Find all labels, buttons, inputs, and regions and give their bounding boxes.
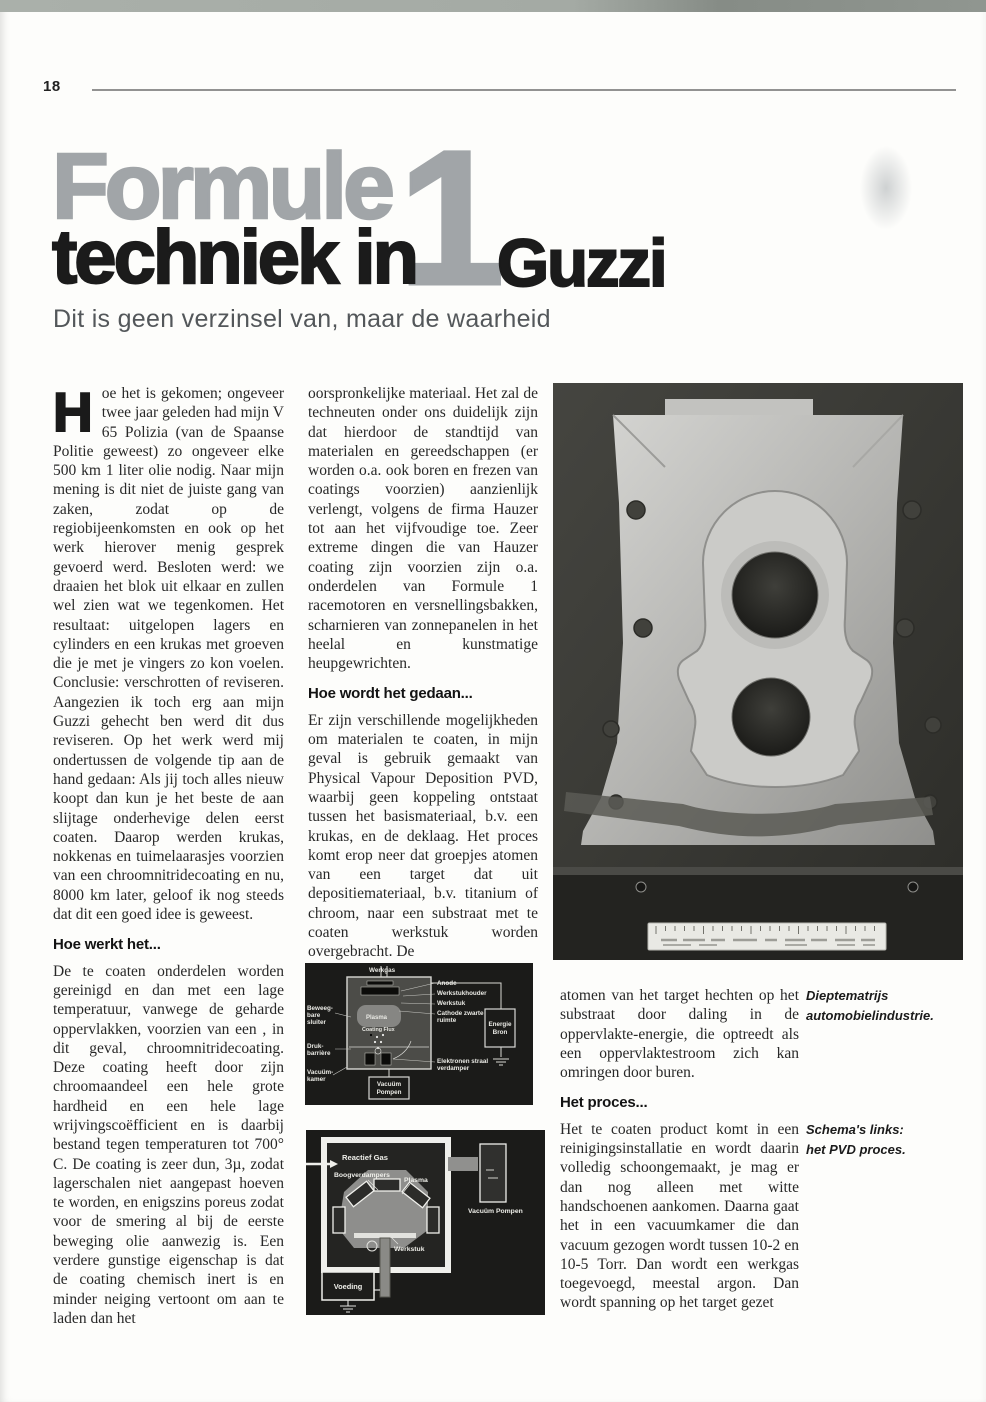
- text-column-3: [560, 986, 799, 1313]
- label-sluiter-1: Beweeg-: [307, 1005, 333, 1012]
- title-word-techniek-in: techniek in: [52, 215, 416, 300]
- label-voeding: Voeding: [333, 1282, 363, 1291]
- schema-caption-line1: Schema's links:: [806, 1122, 904, 1137]
- label-werkstukhouder: Werkstukhouder: [437, 990, 487, 997]
- label-druk-1: Druk-: [307, 1043, 324, 1050]
- pump-duct: [448, 1157, 478, 1171]
- vacuum-pump-unit: [480, 1144, 506, 1202]
- col2-section-heading: Hoe wordt het gedaan...: [308, 685, 473, 703]
- title-numeral-1: 1: [398, 110, 505, 325]
- die-base-edge: [553, 867, 963, 875]
- col3-section-heading: Het proces...: [560, 1094, 648, 1112]
- title-word-guzzi: Guzzi: [497, 226, 666, 301]
- worktable-bar: [354, 1233, 416, 1238]
- dropcap-H: H: [53, 381, 93, 443]
- label-elektronen-1: Elektronen straal: [437, 1058, 489, 1065]
- label-elektronen-2: verdamper: [437, 1065, 470, 1072]
- workpiece-holder-shape: [367, 981, 393, 985]
- label-werkgas: Werkgas: [369, 967, 396, 974]
- die-top-hole: [732, 552, 818, 638]
- label-sluiter-3: sluiter: [307, 1019, 326, 1026]
- col3-paragraph-2: Het te coaten product komt in een reinigingsinstallatie en wordt daarin volledig schoongemaakt, je mag er dan nog alleen met witte handschoenen aankomen. Daarna gaat het in een vacuumkamer die dan vacuum gezogen wordt tussen 10-2 en 10-5 Torr. Dan wordt een werkgas toegevoegd, meestal argon. Dan wordt spanning op het target gezet: [560, 1120, 799, 1312]
- label-energie-2: Bron: [492, 1029, 508, 1036]
- label-vacuum-pompen: Vacuüm Pompen: [468, 1208, 523, 1215]
- col2-paragraph-2: Er zijn verschillende mogelijkheden om materialen te coaten, in mijn geval is gebruik gemaakt van Physical Vapour Deposition PVD, waarbij geen koppeling ontstaat tussen het basismateriaal, b.v. een krukas, en de deklaag. Het proces komt erop neer dat groepjes atomen van een target dat uit depositiemateriaal, b.v. titanium of chroom, naar een substraat met te coaten werkstuk worden overgebracht. De: [308, 711, 538, 961]
- die-bottom-hole: [732, 678, 810, 756]
- label-kamer-1: Vacuüm-: [307, 1069, 334, 1076]
- label-anode: Anode: [437, 980, 457, 987]
- col1-paragraph-2: De te coaten onderdelen worden gereinigd en dan met een lage temperatuur, vanwege de geharde oppervlakken, voorzien van een , in dit geval, chroomnitridecoating. Deze coating heeft door zijn chroomaandeel een hele grote hardheid en een hele lage wrijvingscoëfficient en is daarbij bestand tegen temperaturen tot 700° C. De coating is zeer dun, 3µ, zodat lagerschalen niet aangepast hoeven te worden, en enigszins poreus zodat voor de smering al bij de eerste beweging olie aanwezig is. Een verdere gunstige eigenschap is dat de coating chemisch inert is en minder neiging vertoont om aan te laden dan het: [53, 962, 284, 1327]
- schema-caption-line2: het PVD proces.: [806, 1142, 906, 1157]
- die-base-hole-right: [908, 882, 918, 892]
- page-number: 18: [43, 78, 61, 95]
- label-werkstuk-2: Werkstuk: [394, 1246, 425, 1253]
- col1-paragraph-1: [53, 381, 284, 924]
- label-cathode-2: ruimte: [437, 1017, 457, 1024]
- evaporator-block-1: [365, 1053, 375, 1065]
- die-photo-illustration: [553, 383, 963, 960]
- pvd-arc-diagram: [306, 1130, 545, 1315]
- label-druk-2: barrière: [307, 1050, 331, 1057]
- label-werkstuk: Werkstuk: [437, 1000, 466, 1007]
- title-word-formule: Formule: [52, 134, 391, 238]
- pvd-ebeam-diagram: [305, 963, 533, 1105]
- col1-paragraph-1-text: oe het is gekomen; ongeveer twee jaar geleden had mijn V 65 Polizia (van de Spaanse Politie geweest) zo ongeveer elke 500 km 1 liter olie nodig. Naar mijn mening is dit niet de juiste gang van zaken, zodat op de regiobijeenkomsten en ook op het werk hierover menig gesprek gevoerd werd. Besloten werd: we draaien het blok uit elkaar en zullen wel zien wat we tegenkomen. Het resultaat: uitgelopen lagers en cylinders en een krukas met groeven die je met je vingers zo kon voelen. Conclusie: verschrotten of reviseren. Aangezien ik toch erg aan mijn Guzzi gehecht ben werd dit dus reviseren. Op het werk werd mij ondertussen de volgende tip aan de hand gedaan: Als jij toch alles nieuw koopt dan kun je het beste de aan slijtage onderhevige delen eerst coaten. Daarop werden krukas, nokkenas en tuimelaarasjes voorzien van een chroomnitridecoating en nu, 8000 km later, geloof ik nog steeds dat dit een goed idee is geweest.: [53, 385, 284, 924]
- scan-edge-strip: [0, 0, 986, 12]
- scan-smudge: [860, 146, 912, 230]
- label-plasma-2: Plasma: [404, 1177, 428, 1184]
- workpiece-shape: [361, 987, 399, 995]
- article-subtitle: Dit is geen verzinsel van, maar de waarheid: [53, 305, 551, 333]
- label-reactief-gas: Reactief Gas: [342, 1153, 389, 1162]
- pvd-arc-illustration: [306, 1130, 545, 1315]
- pvd-ebeam-illustration: [305, 963, 533, 1105]
- die-base-hole-left: [636, 882, 646, 892]
- label-coating-flux: Coating Flux: [362, 1027, 395, 1033]
- schema-caption: [806, 1120, 951, 1160]
- text-column-1: [53, 381, 284, 1328]
- die-photo: [553, 383, 963, 960]
- header-rule: [92, 89, 956, 91]
- evaporator-block-2: [381, 1053, 391, 1065]
- label-pompen-1: Vacuüm: [376, 1081, 402, 1088]
- die-top-tab: [665, 399, 813, 417]
- label-kamer-2: kamer: [307, 1076, 326, 1083]
- label-boogverdampers: Boogverdampers: [334, 1172, 390, 1179]
- label-sluiter-2: bare: [307, 1012, 321, 1019]
- scale-ruler: [648, 923, 886, 950]
- photo-caption: [806, 986, 951, 1026]
- text-column-2: [308, 384, 538, 962]
- col2-paragraph-1: oorspronkelijke materiaal. Het zal de techneuten onder ons duidelijk zijn dat hierdoor de standtijd van materialen en gereedschappen (er worden o.a. ook boren en frezen van coatings voorzien) aanzienlijk verlengt, volgens de firma Hauzer tot aan het vijfvoudige toe. Zeer extreme dingen die van Hauzer coating zijn voorzien zijn o.a. onderdelen van Formule 1 racemotoren en versnellingsbakken, scharnieren van zonnepanelen in het heelal en kunstmatige heupgewrichten.: [308, 385, 538, 673]
- col3-paragraph-1: atomen van het target hechten op het substraat door daling in de oppervlakte-energie, die optreedt als een oppervlaktestroom zich kan omringen door buren.: [560, 987, 799, 1082]
- label-plasma: Plasma: [366, 1015, 388, 1021]
- worktable-pedestal: [380, 1238, 390, 1297]
- label-pompen-2: Pompen: [376, 1089, 402, 1096]
- photo-caption-line2: automobielindustrie.: [806, 1008, 934, 1023]
- photo-caption-line1: Dieptematrijs: [806, 988, 889, 1003]
- col1-section-heading: Hoe werkt het...: [53, 936, 161, 954]
- label-cathode-1: Cathode zwarte: [437, 1010, 484, 1017]
- label-energie-1: Energie: [488, 1021, 512, 1028]
